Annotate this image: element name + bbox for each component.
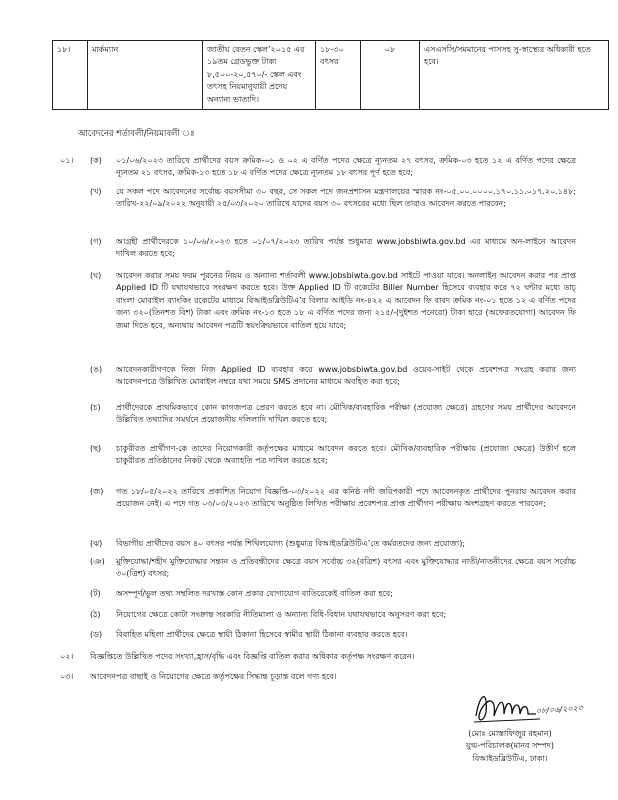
item-marker: (ঠ) bbox=[90, 610, 101, 619]
qualification-cell: এসএসসি/সমমানের পাসসহ সু-স্বাস্থ্যের অধিকারী হতে হবে। bbox=[420, 41, 609, 110]
list-item: নিয়োগের ক্ষেত্রে কোটা সংক্রান্ত সরকারি নীতিমালা ও অন্যান্য বিধি-বিধান যথাযথভাবে অনুসরণ করা হবে; bbox=[116, 610, 447, 619]
section-number: ০৩। bbox=[60, 672, 74, 681]
item-marker: (গ) bbox=[90, 237, 102, 246]
pay-scale-cell: জাতীয় বেতন স্কেল’২০১৫ এর ১৯তম গ্রেডভুক্ত টাকা ৮,৫০০-২০,৫৭০/- স্কেল এবং তৎসহ নিয়মানুযায়ী প্রদেয় অন্যান্য ভাতাদি। bbox=[203, 41, 316, 110]
item-marker: (খ) bbox=[90, 187, 102, 196]
list-item: আগ্রহী প্রার্থীদেরকে ১০/০৬/২০২৩ হতে ০১/০৭/২০২৩ তারিখ পর্যন্ত শুধুমাত্র www.jobsbiwta.gov.bd এর মাধ্যমে অন-লাইনে আবেদন দাখিল করতে হবে; bbox=[116, 237, 576, 259]
age-cell: ১৮-৩০ বৎসর bbox=[316, 41, 361, 110]
list-item: আবেদন করার সময় ফরম পূরনের নিয়ম ও অন্যান্য শর্তাবলী www.jobsbiwta.gov.bd সাইটে পাওয়া যাবে। অনলাইন আবেদন করার পর প্রাপ্ত Applied ID টি যথাযথভাবে সংরক্ষণ করতে হবে। উক্ত Applied ID টি রকেটের Biller Number হিসেবে ব্যবহার করে ৭২ ঘন্টার মধ্যে ডাচ্‌ বাংলা মোবাইল ব্যাংকিং রকেটের মাধ্যমে বিআইডব্লিউটিএ’র বিলার আইডি নং-৪২২ এ আবেদন ফি বাবদ ক্রমিক নং-০১ হতে ১২ এ বর্ণিত পদের জন্য ৩২০(তিনশত বিশ) টাকা এবং ক্রমিক নং-১৩ হতে ১৮ এ বর্ণিত পদের জন্য ২১৫/-(দুইশত পনেরো) টাকা হারে (অফেরতযোগ্য) আবেদন ফি জমা দিতে হবে, অন্যথায় আবেদন পত্রটি স্বয়ংক্রিয়ভাবে বাতিল হয়ে যাবে; bbox=[116, 271, 576, 330]
signatory-designation: যুগ্ম-পরিচালক(মানব সম্পদ) bbox=[466, 741, 554, 751]
list-item: বিজ্ঞপ্তিতে উল্লিখিত পদের সংখ্যা,হ্রাস/বৃদ্ধি এবং বিজ্ঞপ্তি বাতিল করার অধিকার কর্তৃপক্ষ সংরক্ষণ করেন। bbox=[90, 652, 415, 661]
signature-block bbox=[420, 728, 600, 765]
conditions-heading: আবেদনের শর্তাবলী/নিয়মাবলী ঃ bbox=[78, 129, 195, 139]
item-marker: (ঙ) bbox=[90, 365, 103, 374]
list-item: আবেদনকারীগণকে নিজ নিজ Applied ID ব্যবহার করে www.jobsbiwta.gov.bd ওয়েব-সাইট থেকে প্রবেশপত্র সংগ্রহ করার জন্য আবেদনপত্রে উল্লিখিত মোবাইল নম্বরে যথা সময়ে SMS প্রদানের মাধ্যমে অবহিত করা হবে; bbox=[116, 365, 576, 387]
post-name-cell: মার্কম্যান bbox=[88, 41, 203, 110]
item-marker: (ট) bbox=[90, 589, 101, 598]
item-marker: (ঝ) bbox=[90, 539, 103, 548]
signatory-office: বিআইডব্লিউটিএ, ঢাকা। bbox=[472, 753, 548, 763]
post-table bbox=[52, 40, 609, 110]
list-item: প্রার্থীদেরকে প্রাথমিকভাবে কোন কাগজপত্র প্রেরণ করতে হবে না। মৌখিক/ব্যবহারিক পরীক্ষা (প্রযোজ্য ক্ষেত্রে) গ্রহণের সময় প্রার্থীদের আবেদনে উল্লিখিত তথ্যাদির সমর্থনে প্রয়োজনীয় দলিলাদি দাখিল করতে হবে; bbox=[116, 403, 576, 425]
list-item: চাকুরীরত প্রার্থীগণ-কে তাদের নিয়োগকারী কর্তৃপক্ষের মাধ্যমে আবেদন করতে হবে। মৌখিক/ব্যবহারিক পরীক্ষায় (প্রযোজ্য ক্ষেত্রে) উত্তীর্ণ হলে চাকুরীরত প্রতিষ্ঠানের নিকট থেকে অব্যাহতি পত্র দাখিল করতে হবে; bbox=[116, 444, 576, 466]
list-item: অসম্পূর্ণ/ভুল তথ্য সম্বলিত দরখাস্ত কোন প্রকার যোগাযোগ ব্যতিরেকেই বাতিল করা হবে; bbox=[116, 589, 393, 598]
item-marker: (ঘ) bbox=[90, 271, 102, 280]
list-item: ০১/০৬/২০২৩ তারিখে প্রার্থীদের বয়স ক্রমিক-০১ ও ০২ এ বর্ণিত পদের ক্ষেত্রে ন্যূনতম ২৭ বৎসর, ক্রমিক-০৩ হতে ১২ এ বর্ণিত পদের ক্ষেত্রে ন্যূনতম ২১ বৎসর, ক্রমিক-১৩ হতে ১৮ এ বর্ণিত পদের ক্ষেত্রে ন্যূনতম ১৮ বৎসর পূর্ণ হতে হবে; bbox=[116, 156, 576, 178]
item-marker: (চ) bbox=[90, 403, 101, 412]
list-item: যে সকল পদে আবেদনের সর্বোচ্চ বয়সসীমা ৩০ বছর, সে সকল পদে জনপ্রশাসন মন্ত্রণালয়ের স্মারক নং-০৫.০০.০০০০.১৭০.১১.০১৭.২০.১৪৮; তারিখ-২২/০৯/২০২২ অনুযায়ী ২৫/০৩/২০২০ তারিখে যাদের বয়স ৩০ বৎসরের মধ্যে ছিল তারাও আবেদন করতে পারবেন; bbox=[116, 187, 576, 209]
item-marker: (ক) bbox=[90, 156, 102, 165]
signature bbox=[470, 686, 590, 730]
signature-date: ০৮/০৬/২০২৩ bbox=[535, 703, 584, 716]
list-item: বিবাহিত মহিলা প্রার্থীদের ক্ষেত্রে স্থায়ী ঠিকানা হিসেবে স্বামীর স্থায়ী ঠিকানা ব্যবহার করতে হবে। bbox=[116, 630, 408, 639]
post-count-cell: ০৮ bbox=[361, 41, 420, 110]
signatory-name: (মোঃ মোস্তাফিজুর রহমান) bbox=[468, 729, 552, 738]
section-number: ০১। bbox=[60, 156, 74, 165]
item-marker: (ড) bbox=[90, 630, 103, 639]
list-item: গত ১৮/০৫/২০২২ তারিখে প্রকাশিত নিয়োগ বিজ্ঞপ্তি-০৩/২০২২ এর কনিষ্ঠ নদী জরিপকারী পদে আবেদনকৃত প্রার্থীদের পুনরায় আবেদন করার প্রয়োজন নেই। এ পদে গত ০৩/০৩/২০২৩ তারিখে অনুষ্ঠিত লিখিত পরীক্ষায় প্রবেশপত্র প্রাপ্ত প্রার্থীগণ পরীক্ষায় অংশগ্রহণ করতে পারবেন; bbox=[116, 487, 576, 509]
list-item: আবেদনপত্র বাছাই ও নিয়োগের ক্ষেত্রে কর্তৃপক্ষের সিদ্ধান্ত চূড়ান্ত বলে গণ্য হবে। bbox=[90, 672, 337, 681]
section-number: ০২। bbox=[60, 652, 74, 661]
list-item: মুক্তিযোদ্ধা/শহীদ মুক্তিযোদ্ধার সন্তান ও প্রতিবন্ধীদের ক্ষেত্রে বয়স সর্বোচ্চ ৩২(বত্রিশ) বৎসর এবং মুক্তিযোদ্ধার নাতী/নাতনীদের ক্ষেত্রে বয়স সর্বোচ্চ ৩০(ত্রিশ) বৎসর; bbox=[116, 557, 576, 579]
item-marker: (ছ) bbox=[90, 444, 102, 453]
serial-cell: ১৮। bbox=[53, 41, 88, 110]
item-marker: (ঞ) bbox=[90, 557, 105, 566]
item-marker: (জ) bbox=[90, 487, 104, 496]
list-item: বিভাগীয় প্রার্থীদের বয়স ৪০ বৎসর পর্যন্ত শিথিলযোগ্য (শুধুমাত্র বিআইডব্লিউটিএ’তে কর্মরতদের জন্য প্রযোজ্য); bbox=[116, 539, 466, 548]
table-row bbox=[53, 41, 609, 110]
